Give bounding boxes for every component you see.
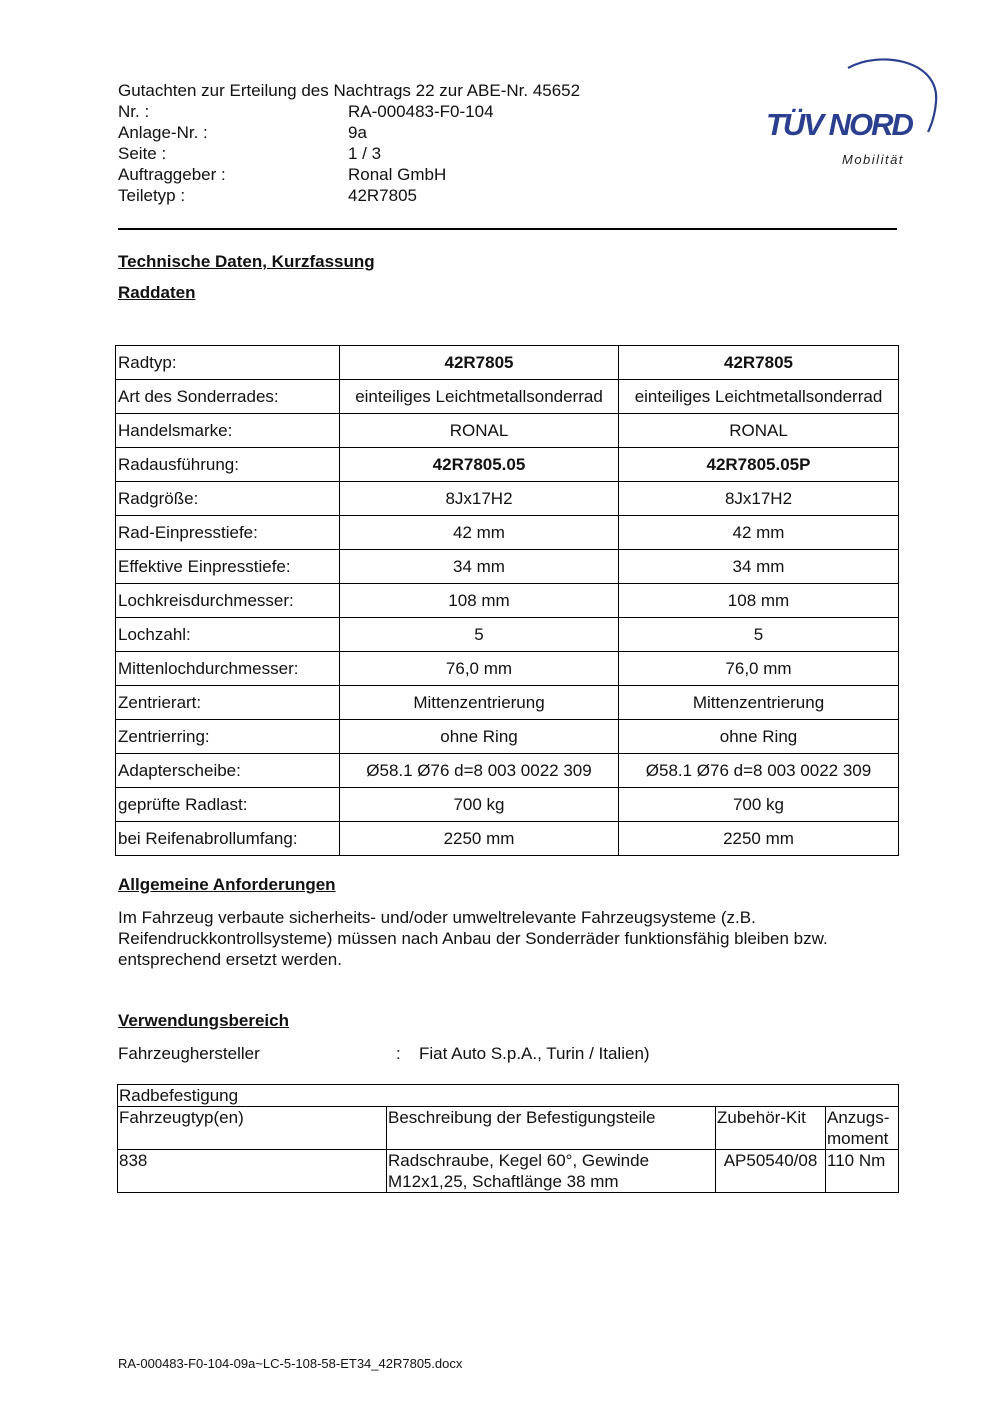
cell-accessory-kit: AP50540/08 [716, 1150, 826, 1193]
spec-value-1: 42 mm [340, 516, 619, 550]
section-title-general: Allgemeine Anforderungen [118, 875, 336, 894]
spec-row [116, 550, 899, 584]
field-value-auftraggeber: Ronal GmbH [348, 165, 447, 184]
spec-label: Rad-Einpresstiefe: [116, 516, 340, 550]
field-label-anlage: Anlage-Nr. : [118, 123, 208, 142]
wheel-mounting-table [117, 1084, 899, 1193]
spec-row [116, 686, 899, 720]
spec-value-1: 76,0 mm [340, 652, 619, 686]
spec-row [116, 482, 899, 516]
spec-value-2: 76,0 mm [619, 652, 899, 686]
spec-value-1: 108 mm [340, 584, 619, 618]
spec-value-1: 34 mm [340, 550, 619, 584]
spec-row [116, 346, 899, 380]
spec-value-1: RONAL [340, 414, 619, 448]
spec-label: Zentrierring: [116, 720, 340, 754]
field-label-auftraggeber: Auftraggeber : [118, 165, 226, 184]
spec-label: Lochkreisdurchmesser: [116, 584, 340, 618]
manufacturer-label: Fahrzeughersteller [118, 1044, 260, 1063]
header-description: Beschreibung der Befestigungsteile [387, 1107, 716, 1150]
spec-value-2: 700 kg [619, 788, 899, 822]
manufacturer-colon: : [396, 1044, 401, 1063]
spec-row [116, 788, 899, 822]
field-value-anlage: 9a [348, 123, 367, 142]
field-value-nr: RA-000483-F0-104 [348, 102, 494, 121]
logo-brand: TÜV NORD [766, 107, 912, 142]
spec-value-1: 700 kg [340, 788, 619, 822]
section-subtitle-raddaten: Raddaten [118, 283, 196, 302]
header-vehicle-type: Fahrzeugtyp(en) [118, 1107, 387, 1150]
spec-value-2: Ø58.1 Ø76 d=8 003 0022 309 [619, 754, 899, 788]
spec-value-1: 5 [340, 618, 619, 652]
spec-value-2: RONAL [619, 414, 899, 448]
spec-label: Effektive Einpresstiefe: [116, 550, 340, 584]
spec-label: Art des Sonderrades: [116, 380, 340, 414]
spec-label: Handelsmarke: [116, 414, 340, 448]
spec-value-2: 42R7805.05P [619, 448, 899, 482]
spec-value-2: 8Jx17H2 [619, 482, 899, 516]
spec-row [116, 414, 899, 448]
spec-label: Mittenlochdurchmesser: [116, 652, 340, 686]
spec-value-1: einteiliges Leichtmetallsonderrad [340, 380, 619, 414]
spec-value-1: ohne Ring [340, 720, 619, 754]
spec-label: Radtyp: [116, 346, 340, 380]
general-requirements-text: Im Fahrzeug verbaute sicherheits- und/oder umweltrelevante Fahrzeugsysteme (z.B. Reifendruckkontrollsysteme) müssen nach Anbau der Sonderräder funktionsfähig bleiben bzw. entsprechend ersetzt werden. [118, 908, 828, 969]
spec-value-2: einteiliges Leichtmetallsonderrad [619, 380, 899, 414]
cell-torque: 110 Nm [826, 1150, 899, 1193]
spec-row [116, 584, 899, 618]
field-label-seite: Seite : [118, 144, 167, 163]
spec-value-2: 108 mm [619, 584, 899, 618]
spec-value-1: 42R7805 [340, 346, 619, 380]
manufacturer-value: Fiat Auto S.p.A., Turin / Italien) [419, 1044, 650, 1063]
cell-vehicle-type: 838 [118, 1150, 387, 1193]
cell-description: Radschraube, Kegel 60°, Gewinde M12x1,25, Schaftlänge 38 mm [387, 1150, 716, 1193]
spec-row [116, 754, 899, 788]
spec-value-2: 42R7805 [619, 346, 899, 380]
spec-label: geprüfte Radlast: [116, 788, 340, 822]
spec-row [116, 448, 899, 482]
spec-row [116, 652, 899, 686]
spec-label: Lochzahl: [116, 618, 340, 652]
mounting-title-cell: Radbefestigung [118, 1085, 899, 1107]
spec-value-1: 8Jx17H2 [340, 482, 619, 516]
spec-row [116, 822, 899, 856]
spec-value-2: ohne Ring [619, 720, 899, 754]
spec-row [116, 618, 899, 652]
spec-value-1: Mittenzentrierung [340, 686, 619, 720]
spec-label: Zentrierart: [116, 686, 340, 720]
field-value-teiletyp: 42R7805 [348, 186, 418, 205]
spec-label: Adapterscheibe: [116, 754, 340, 788]
field-label-nr: Nr. : [118, 102, 150, 121]
spec-label: Radgröße: [116, 482, 340, 516]
spec-value-1: 42R7805.05 [340, 448, 619, 482]
footer-filename: RA-000483-F0-104-09a~LC-5-108-58-ET34_42R7805.docx [118, 1356, 463, 1371]
spec-value-2: 2250 mm [619, 822, 899, 856]
spec-value-2: 42 mm [619, 516, 899, 550]
spec-value-1: 2250 mm [340, 822, 619, 856]
spec-value-1: Ø58.1 Ø76 d=8 003 0022 309 [340, 754, 619, 788]
field-value-seite: 1 / 3 [348, 144, 382, 163]
section-title-usage: Verwendungsbereich [118, 1011, 289, 1030]
spec-value-2: 5 [619, 618, 899, 652]
header-divider [118, 228, 897, 230]
wheel-specs-table [115, 345, 899, 856]
spec-row [116, 720, 899, 754]
spec-value-2: 34 mm [619, 550, 899, 584]
field-label-teiletyp: Teiletyp : [118, 186, 186, 205]
spec-row [116, 380, 899, 414]
spec-label: Radausführung: [116, 448, 340, 482]
logo-subtitle: Mobilität [842, 152, 904, 167]
section-title-technical: Technische Daten, Kurzfassung [118, 252, 375, 271]
spec-value-2: Mittenzentrierung [619, 686, 899, 720]
spec-row [116, 516, 899, 550]
document-title: Gutachten zur Erteilung des Nachtrags 22 zur ABE-Nr. 45652 [118, 81, 581, 100]
header-torque: Anzugs-moment [826, 1107, 899, 1150]
header-accessory-kit: Zubehör-Kit [716, 1107, 826, 1150]
spec-label: bei Reifenabrollumfang: [116, 822, 340, 856]
